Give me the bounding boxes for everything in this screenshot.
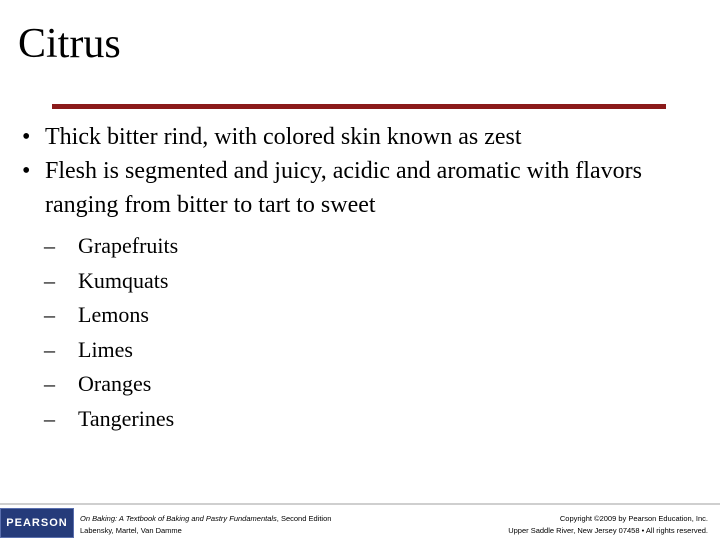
pearson-logo: PEARSON	[0, 508, 74, 538]
fruit-sub-list	[44, 229, 178, 436]
bullet-marker: •	[22, 158, 31, 184]
book-edition: , Second Edition	[276, 514, 332, 523]
book-citation	[80, 513, 331, 525]
sub-list-item	[44, 229, 178, 264]
sub-list-item	[44, 402, 178, 437]
copyright-line-2: Upper Saddle River, New Jersey 07458 • All rights reserved.	[508, 526, 708, 535]
bullet-text: Thick bitter rind, with colored skin known as zest	[45, 124, 522, 150]
dash-marker: –	[44, 302, 55, 327]
footer-copyright	[508, 513, 708, 537]
bullet-text: Flesh is segmented and juicy, acidic and aromatic with flavors ranging from bitter to tart to sweet	[45, 158, 642, 218]
dash-marker: –	[44, 405, 55, 431]
sub-list-item	[44, 298, 178, 333]
book-prefix: On	[80, 514, 93, 523]
dash-marker: –	[44, 267, 55, 293]
footer-book-credit	[80, 513, 331, 537]
title-divider	[52, 104, 666, 109]
dash-marker: –	[44, 371, 55, 396]
sub-list-item	[44, 333, 178, 368]
dash-marker: –	[44, 336, 55, 362]
bullet-item	[22, 120, 712, 154]
sub-item-text: Lemons	[78, 302, 149, 327]
slide-title: Citrus	[18, 21, 121, 67]
sub-item-text: Grapefruits	[78, 233, 179, 258]
sub-item-text: Tangerines	[78, 405, 175, 431]
bullet-list	[22, 120, 712, 222]
bullet-marker: •	[22, 124, 31, 150]
sub-item-text: Oranges	[78, 371, 152, 396]
bullet-item	[22, 154, 712, 222]
dash-marker: –	[44, 233, 55, 258]
sub-item-text: Kumquats	[78, 267, 169, 293]
book-title: Baking: A Textbook of Baking and Pastry Fundamentals	[92, 514, 277, 523]
book-authors: Labensky, Martel, Van Damme	[80, 526, 182, 535]
sub-item-text: Limes	[78, 336, 133, 362]
copyright-line-1: Copyright ©2009 by Pearson Education, Inc.	[559, 514, 708, 523]
sub-list-item	[44, 264, 178, 299]
sub-list-item	[44, 367, 178, 402]
footer-divider	[0, 503, 720, 505]
